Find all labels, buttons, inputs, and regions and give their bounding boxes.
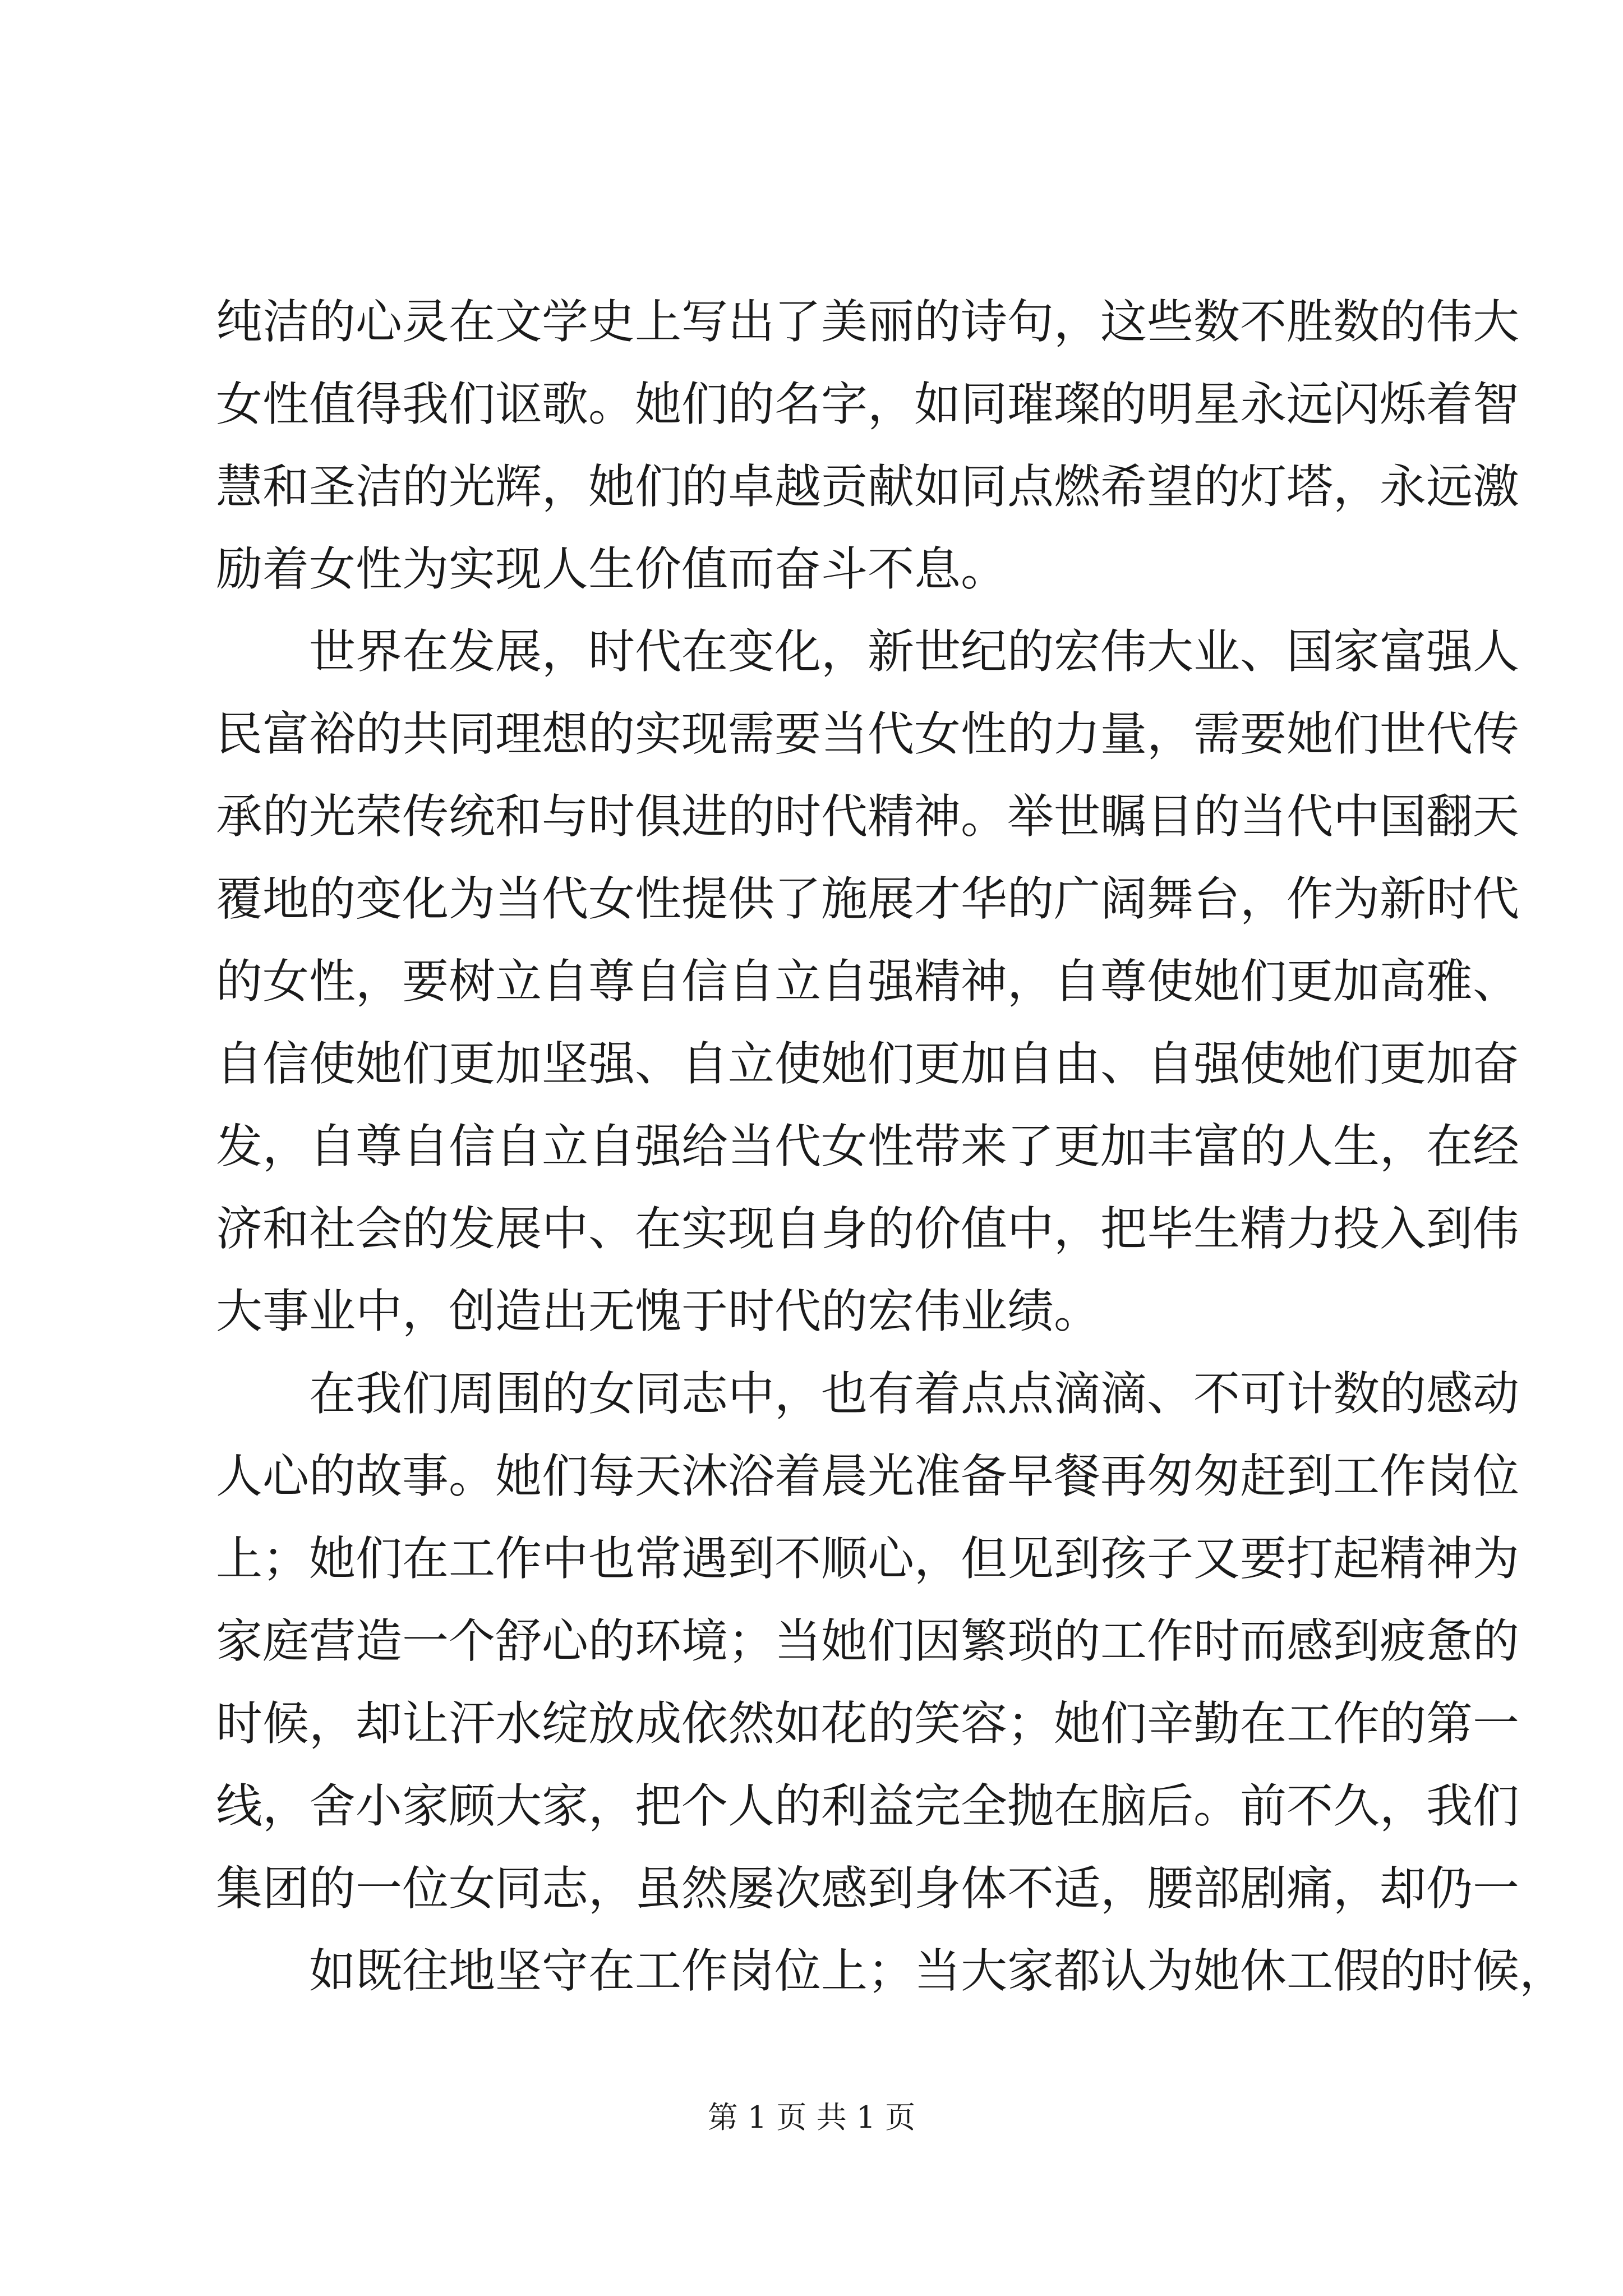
text-line: 纯洁的心灵在文学史上写出了美丽的诗句，这些数不胜数的伟大 — [216, 295, 1519, 349]
text-line: 发，自尊自信自立自强给当代女性带来了更加丰富的人生，在经 — [216, 1119, 1519, 1174]
text-line: 自信使她们更加坚强、自立使她们更加自由、自强使她们更加奋 — [216, 1037, 1519, 1091]
text-line: 的女性，要树立自尊自信自立自强精神，自尊使她们更加高雅、 — [216, 954, 1519, 1009]
text-line: 民富裕的共同理想的实现需要当代女性的力量，需要她们世代传 — [216, 707, 1519, 761]
body-text — [216, 280, 1566, 2012]
text-line: 时候，却让汗水绽放成依然如花的笑容；她们辛勤在工作的第一 — [216, 1696, 1519, 1751]
text-line: 在我们周围的女同志中，也有着点点滴滴、不可计数的感动 — [309, 1366, 1519, 1421]
text-line: 覆地的变化为当代女性提供了施展才华的广阔舞台，作为新时代 — [216, 872, 1519, 926]
text-line: 人心的故事。她们每天沐浴着晨光准备早餐再匆匆赶到工作岗位 — [216, 1449, 1519, 1503]
text-line: 承的光荣传统和与时俱进的时代精神。举世瞩目的当代中国翻天 — [216, 789, 1519, 844]
text-line: 女性值得我们讴歌。她们的名字，如同璀璨的明星永远闪烁着智 — [216, 377, 1519, 431]
text-line: 世界在发展，时代在变化，新世纪的宏伟大业、国家富强人 — [309, 624, 1519, 679]
text-line: 慧和圣洁的光辉，她们的卓越贡献如同点燃希望的灯塔，永远激 — [216, 459, 1519, 514]
page-footer: 第 1 页 共 1 页 — [707, 2100, 916, 2135]
text-line: 家庭营造一个舒心的环境；当她们因繁琐的工作时而感到疲惫的 — [216, 1614, 1519, 1668]
text-line: 大事业中，创造出无愧于时代的宏伟业绩。 — [216, 1284, 1100, 1338]
text-line: 如既往地坚守在工作岗位上；当大家都认为她休工假的时候， — [309, 1944, 1566, 1998]
text-line: 济和社会的发展中、在实现自身的价值中，把毕生精力投入到伟 — [216, 1202, 1519, 1256]
text-line: 励着女性为实现人生价值而奋斗不息。 — [216, 542, 1007, 596]
text-line: 上；她们在工作中也常遇到不顺心，但见到孩子又要打起精神为 — [216, 1531, 1519, 1586]
text-line: 集团的一位女同志，虽然屡次感到身体不适，腰部剧痛，却仍一 — [216, 1861, 1519, 1916]
text-line: 线，舍小家顾大家，把个人的利益完全抛在脑后。前不久，我们 — [216, 1779, 1519, 1833]
